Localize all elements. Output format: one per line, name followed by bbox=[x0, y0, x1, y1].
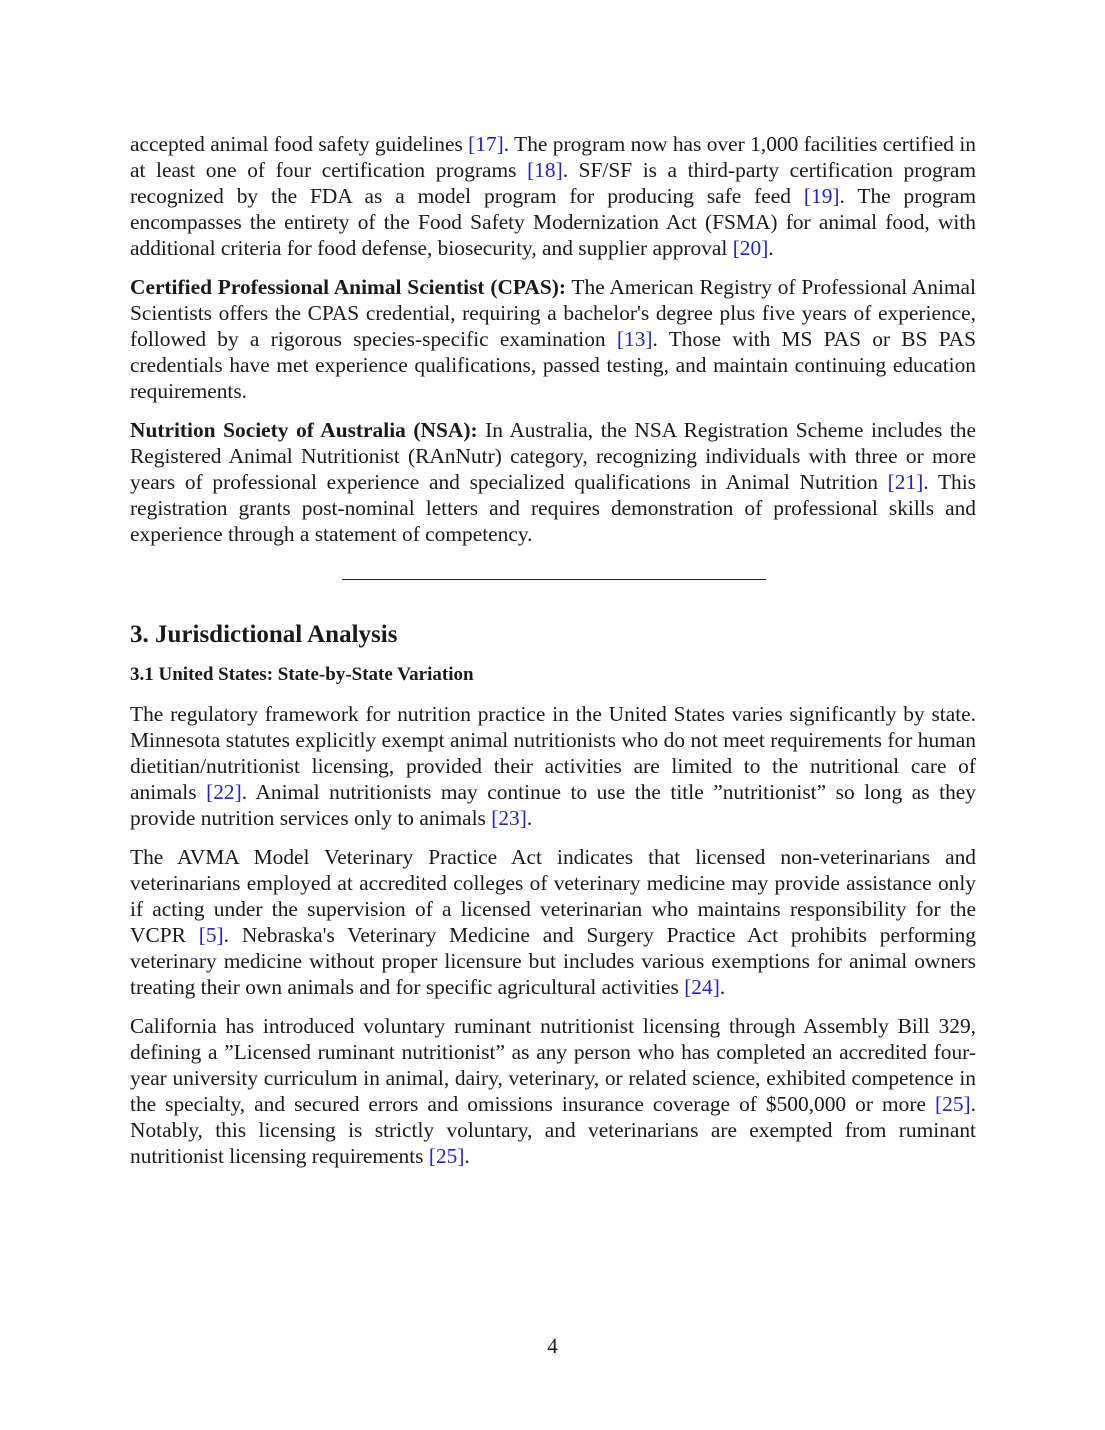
paragraph-avma: The AVMA Model Veterinary Practice Act indicates that licensed non-veterinarians and veterinarians employed at accredited colleges of veterinary medicine may provide assistance only if acting under the supervision of a licensed veterinarian who maintains responsibility for the VCPR [5]. Nebraska's Veterinary Medicine and Surgery Practice Act prohibits performing veterinary medicine without proper licensure but includes various exemptions for animal owners treating their own animals and for specific agricultural activities [24]. bbox=[130, 845, 976, 999]
paragraph-california: California has introduced voluntary ruminant nutritionist licensing through Assembly Bill 329, defining a ”Licensed ruminant nutritionist” as any person who has completed an accredited four-year university curriculum in animal, dairy, veterinary, or related science, exhibited competence in the specialty, and secured errors and omissions insurance coverage of $500,000 or more [25]. Notably, this licensing is strictly voluntary, and veterinarians are exempted from ruminant nutritionist licensing requirements [25]. bbox=[130, 1014, 976, 1168]
citation-19[interactable]: [19] bbox=[803, 184, 840, 208]
page-number: 4 bbox=[547, 1334, 558, 1358]
citation-25[interactable]: [25] bbox=[935, 1092, 971, 1116]
citation-13[interactable]: [13] bbox=[616, 327, 653, 351]
citation-20[interactable]: [20] bbox=[732, 236, 769, 260]
subsection-heading: 3.1 United States: State-by-State Variation bbox=[130, 664, 474, 685]
citation-22[interactable]: [22] bbox=[206, 780, 242, 804]
section-heading: 3. Jurisdictional Analysis bbox=[130, 621, 398, 648]
paragraph-minnesota: The regulatory framework for nutrition practice in the United States varies significantly by state. Minnesota statutes explicitly exempt animal nutritionists who do not meet requirements for human dietitian/nutritionist licensing, provided their activities are limited to the nutritional care of animals [22]. Animal nutritionists may continue to use the title ”nutritionist” so long as they provide nutrition services only to animals [23]. bbox=[130, 702, 976, 830]
citation-23[interactable]: [23] bbox=[491, 806, 527, 830]
citation-21[interactable]: [21] bbox=[887, 470, 924, 494]
term-nsa: Nutrition Society of Australia (NSA): bbox=[130, 418, 478, 442]
citation-24[interactable]: [24] bbox=[684, 975, 720, 999]
section-divider bbox=[342, 579, 766, 580]
document-page bbox=[130, 131, 976, 1182]
citation-5[interactable]: [5] bbox=[198, 923, 224, 947]
citation-25-second[interactable]: [25] bbox=[428, 1144, 465, 1168]
citation-18[interactable]: [18] bbox=[527, 158, 563, 182]
paragraph-cpas: Certified Professional Animal Scientist (CPAS): The American Registry of Professional Animal Scientists offers the CPAS credential, requiring a bachelor's degree plus five years of experience, followed by a rigorous species-specific examination [13]. Those with MS PAS or BS PAS credentials have met experience qualifications, passed testing, and maintain continuing education requirements. bbox=[130, 275, 976, 403]
paragraph-nsa: Nutrition Society of Australia (NSA): In Australia, the NSA Registration Scheme includes the Registered Animal Nutritionist (RAnNutr) category, recognizing individuals with three or more years of professional experience and specialized qualifications in Animal Nutrition [21]. This registration grants post-nominal letters and requires demonstration of professional skills and experience through a statement of competency. bbox=[130, 418, 976, 546]
paragraph-sfsf: accepted animal food safety guidelines [17]. The program now has over 1,000 facilities certified in at least one of four certification programs [18]. SF/SF is a third-party certification program recognized by the FDA as a model program for producing safe feed [19]. The program encompasses the entirety of the Food Safety Modernization Act (FSMA) for animal food, with additional criteria for food defense, biosecurity, and supplier approval [20]. bbox=[130, 132, 977, 260]
term-cpas: Certified Professional Animal Scientist (CPAS): bbox=[130, 275, 566, 299]
citation-17[interactable]: [17] bbox=[468, 132, 504, 156]
